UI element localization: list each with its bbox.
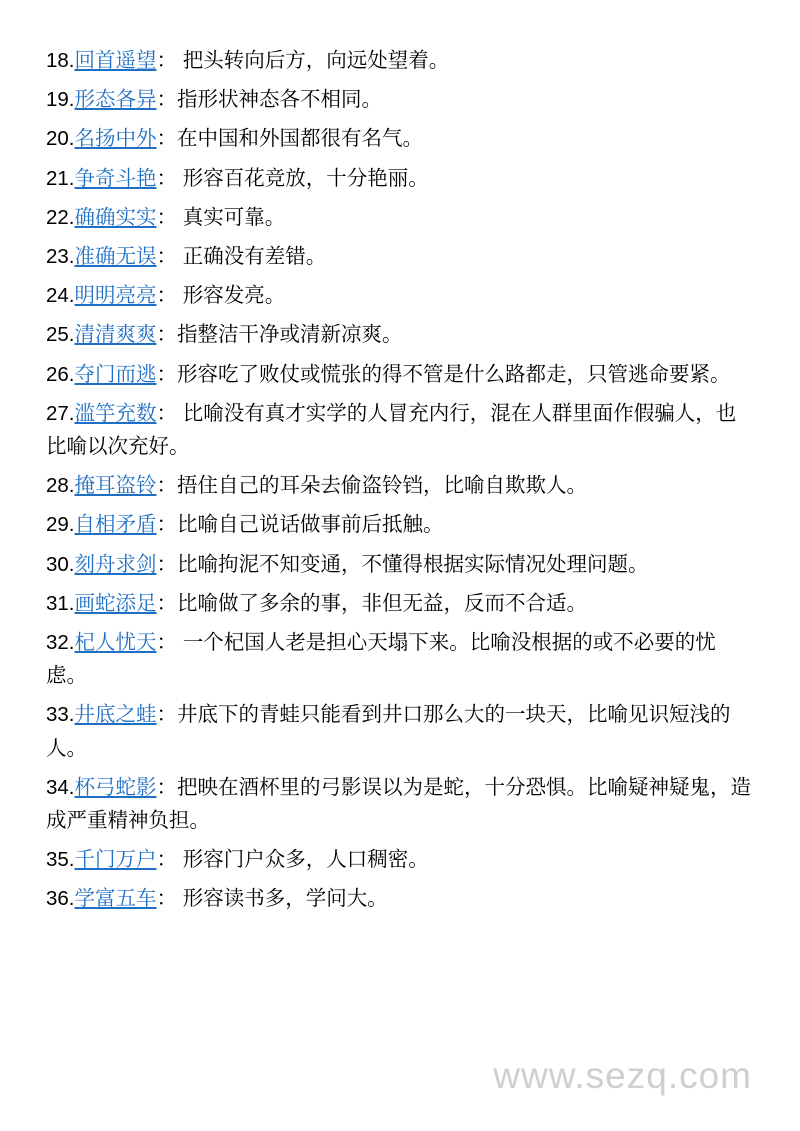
entry-colon: ：: [156, 245, 177, 269]
entry-idiom[interactable]: 明明亮亮: [74, 284, 157, 308]
entry-colon: ：: [156, 552, 177, 576]
entry-number: 33.: [46, 703, 75, 727]
idiom-entry: [46, 240, 754, 273]
entry-definition: 形容门户众多，人口稠密。: [177, 848, 429, 872]
entry-colon: ：: [156, 323, 177, 347]
idiom-entry: [46, 843, 754, 876]
entry-definition: 比喻做了多余的事，非但无益，反而不合适。: [177, 591, 587, 615]
entry-definition: 形容吃了败仗或慌张的得不管是什么路都走，只管逃命要紧。: [177, 362, 731, 386]
entry-number: 18.: [46, 49, 75, 72]
idiom-entry: [46, 548, 754, 581]
entry-definition: 正确没有差错。: [177, 245, 327, 269]
idiom-entry: [46, 587, 754, 620]
entry-definition: 形容百花竞放，十分艳丽。: [177, 166, 429, 190]
entry-definition: 比喻拘泥不知变通，不懂得根据实际情况处理问题。: [177, 552, 649, 576]
entry-idiom[interactable]: 掩耳盗铃: [74, 474, 157, 498]
entry-idiom[interactable]: 清清爽爽: [74, 323, 157, 347]
entry-definition: 井底下的青蛙只能看到井口那么大的一块天，比喻见识短浅的人。: [46, 703, 731, 760]
idiom-entry: [46, 397, 754, 463]
entry-number: 23.: [46, 245, 75, 269]
idiom-entry: [46, 318, 754, 351]
entry-number: 35.: [46, 848, 75, 872]
idiom-list: [46, 44, 754, 916]
entry-idiom[interactable]: 杯弓蛇影: [74, 775, 157, 799]
entry-definition: 把映在酒杯里的弓影误以为是蛇，十分恐惧。比喻疑神疑鬼，造成严重精神负担。: [46, 775, 751, 833]
entry-colon: ：: [156, 887, 177, 911]
idiom-entry: [46, 44, 754, 77]
entry-idiom[interactable]: 名扬中外: [74, 127, 157, 151]
idiom-entry: [46, 358, 754, 391]
entry-idiom[interactable]: 回首遥望: [74, 49, 157, 72]
entry-colon: ：: [156, 166, 177, 190]
watermark: www.sezq.com: [493, 1055, 752, 1096]
entry-number: 28.: [46, 474, 75, 498]
entry-number: 21.: [46, 166, 75, 190]
entry-idiom[interactable]: 夺门而逃: [74, 362, 157, 386]
entry-idiom[interactable]: 画蛇添足: [74, 591, 157, 615]
idiom-entry: [46, 279, 754, 312]
entry-colon: ：: [156, 848, 177, 872]
idiom-entry: [46, 162, 754, 195]
entry-idiom[interactable]: 千门万户: [74, 848, 157, 872]
entry-colon: ：: [156, 631, 177, 655]
entry-idiom[interactable]: 争奇斗艳: [74, 166, 157, 190]
entry-number: 32.: [46, 631, 75, 655]
entry-idiom[interactable]: 杞人忧天: [74, 631, 157, 655]
entry-number: 30.: [46, 552, 75, 576]
entry-colon: ：: [156, 127, 177, 151]
entry-number: 27.: [46, 401, 75, 425]
entry-colon: ：: [156, 591, 177, 615]
idiom-entry: [46, 83, 754, 116]
entry-number: 34.: [46, 775, 75, 799]
entry-colon: ：: [156, 205, 177, 229]
entry-colon: ：: [156, 401, 177, 425]
entry-number: 31.: [46, 591, 75, 615]
entry-colon: ：: [156, 513, 177, 537]
entry-idiom[interactable]: 形态各异: [74, 88, 157, 112]
entry-definition: 真实可靠。: [177, 205, 286, 229]
entry-number: 19.: [46, 88, 75, 112]
entry-idiom[interactable]: 准确无误: [74, 245, 157, 269]
idiom-entry: [46, 771, 754, 837]
entry-number: 26.: [46, 362, 75, 386]
entry-number: 22.: [46, 205, 75, 229]
entry-definition: 形容发亮。: [177, 284, 286, 308]
entry-colon: ：: [156, 284, 177, 308]
entry-definition: 把头转向后方，向远处望着。: [177, 49, 450, 72]
entry-number: 29.: [46, 513, 75, 537]
entry-definition: 一个杞国人老是担心天塌下来。比喻没根据的或不必要的忧虑。: [46, 631, 716, 688]
entry-number: 36.: [46, 887, 75, 911]
entry-definition: 在中国和外国都很有名气。: [177, 127, 423, 151]
entry-number: 25.: [46, 323, 75, 347]
idiom-entry: [46, 469, 754, 502]
idiom-entry: [46, 698, 754, 764]
entry-colon: ：: [156, 474, 177, 498]
idiom-entry: [46, 626, 754, 692]
idiom-entry: [46, 882, 754, 915]
idiom-entry: [46, 201, 754, 234]
entry-idiom[interactable]: 自相矛盾: [74, 513, 157, 537]
idiom-entry: [46, 122, 754, 155]
entry-colon: ：: [156, 775, 177, 799]
entry-idiom[interactable]: 学富五车: [74, 887, 157, 911]
entry-definition: 指整洁干净或清新凉爽。: [177, 323, 403, 347]
entry-definition: 捂住自己的耳朵去偷盗铃铛，比喻自欺欺人。: [177, 474, 587, 498]
entry-definition: 形容读书多，学问大。: [177, 887, 388, 911]
entry-idiom[interactable]: 刻舟求剑: [74, 552, 157, 576]
entry-colon: ：: [156, 88, 177, 112]
entry-idiom[interactable]: 滥竽充数: [74, 401, 157, 425]
entry-definition: 比喻自己说话做事前后抵触。: [177, 513, 444, 537]
entry-definition: 比喻没有真才实学的人冒充内行，混在人群里面作假骗人，也比喻以次充好。: [46, 401, 737, 459]
entry-number: 24.: [46, 284, 75, 308]
entry-colon: ：: [156, 362, 177, 386]
entry-colon: ：: [156, 49, 177, 72]
entry-idiom[interactable]: 井底之蛙: [74, 703, 157, 727]
idiom-entry: [46, 508, 754, 541]
entry-idiom[interactable]: 确确实实: [74, 205, 157, 229]
entry-number: 20.: [46, 127, 75, 151]
entry-colon: ：: [156, 703, 177, 727]
entry-definition: 指形状神态各不相同。: [177, 88, 382, 112]
